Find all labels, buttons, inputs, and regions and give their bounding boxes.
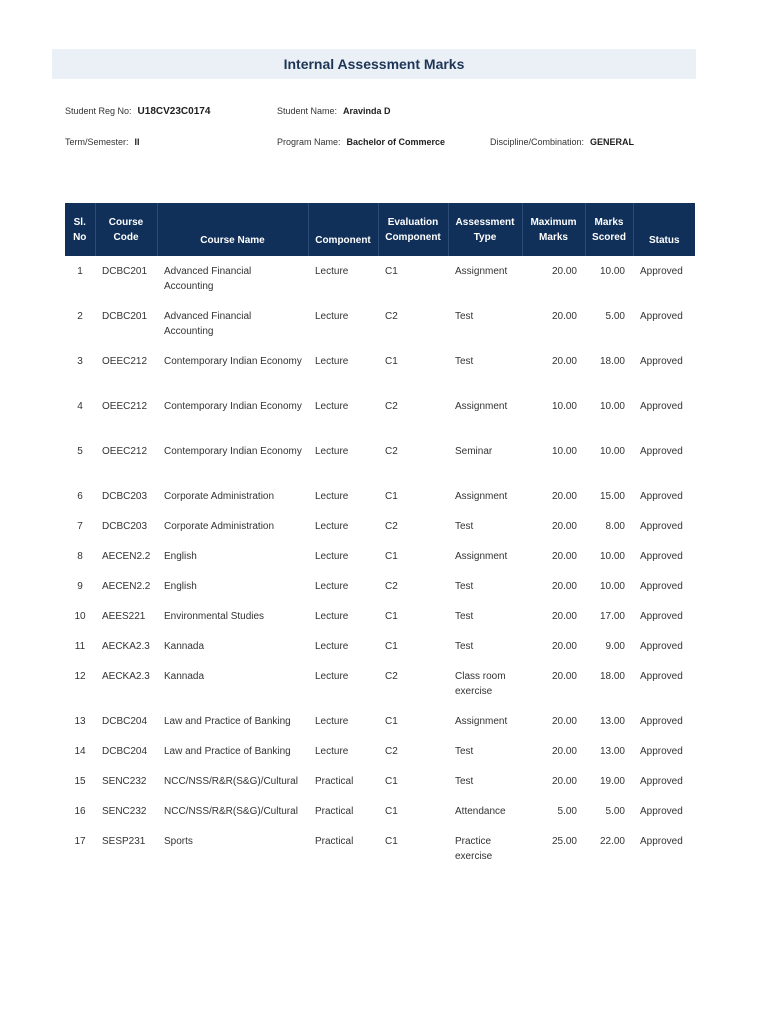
cell-marks-scored: 15.00	[599, 491, 625, 502]
cell-status: Approved	[640, 746, 683, 757]
cell-component: Practical	[315, 776, 354, 787]
cell-marks-scored: 13.00	[599, 746, 625, 757]
cell-course-name: Contemporary Indian Economy	[164, 446, 302, 457]
table-row	[65, 436, 695, 481]
cell-evaluation-component: C1	[385, 806, 398, 817]
table-row	[65, 481, 695, 511]
cell-status: Approved	[640, 836, 683, 847]
cell-course-name: Contemporary Indian Economy	[164, 356, 302, 367]
cell-maximum-marks: 20.00	[551, 746, 577, 757]
table-row	[65, 256, 695, 301]
cell-sl-no: 12	[74, 671, 86, 682]
cell-sl-no: 3	[77, 356, 83, 367]
cell-component: Lecture	[315, 581, 349, 592]
cell-evaluation-component: C1	[385, 776, 398, 787]
cell-marks-scored: 19.00	[599, 776, 625, 787]
cell-assessment-type: Assignment	[455, 401, 508, 412]
cell-marks-scored: 18.00	[599, 356, 625, 367]
cell-sl-no: 5	[77, 446, 83, 457]
cell-marks-scored: 10.00	[599, 581, 625, 592]
cell-component: Lecture	[315, 746, 349, 757]
table-row	[65, 301, 695, 346]
cell-sl-no: 10	[74, 611, 86, 622]
cell-course-name: Kannada	[164, 671, 205, 682]
program-label: Program Name:	[277, 137, 341, 147]
discipline-field	[490, 137, 634, 147]
cell-sl-no: 6	[77, 491, 83, 502]
cell-component: Lecture	[315, 311, 349, 322]
table-row	[65, 631, 695, 661]
cell-maximum-marks: 20.00	[551, 671, 577, 682]
cell-maximum-marks: 20.00	[551, 641, 577, 652]
page-title: Internal Assessment Marks	[283, 56, 465, 72]
cell-evaluation-component: C1	[385, 611, 398, 622]
cell-assessment-type: Seminar	[455, 446, 493, 457]
cell-course-name: Corporate Administration	[164, 491, 275, 502]
cell-marks-scored: 5.00	[605, 806, 625, 817]
cell-sl-no: 4	[77, 401, 83, 412]
cell-component: Practical	[315, 836, 354, 847]
cell-evaluation-component: C1	[385, 491, 398, 502]
cell-sl-no: 13	[74, 716, 86, 727]
cell-evaluation-component: C1	[385, 641, 398, 652]
cell-course-code: AECEN2.2	[102, 551, 151, 562]
cell-course-name: Contemporary Indian Economy	[164, 401, 302, 412]
cell-sl-no: 1	[77, 266, 83, 277]
program-value: Bachelor of Commerce	[346, 137, 446, 147]
cell-sl-no: 14	[74, 746, 86, 757]
table-row	[65, 736, 695, 766]
table-row	[65, 661, 695, 706]
cell-marks-scored: 10.00	[599, 401, 625, 412]
header-assessment-type: Assessment Type	[448, 203, 522, 256]
table-row	[65, 766, 695, 796]
cell-sl-no: 8	[77, 551, 83, 562]
cell-evaluation-component: C1	[385, 356, 398, 367]
cell-evaluation-component: C2	[385, 746, 398, 757]
cell-status: Approved	[640, 716, 683, 727]
cell-assessment-type: Assignment	[455, 716, 508, 727]
cell-course-code: DCBC201	[102, 266, 148, 277]
cell-course-code: DCBC204	[102, 746, 148, 757]
reg-no-label: Student Reg No:	[65, 106, 132, 116]
cell-sl-no: 11	[74, 641, 86, 652]
cell-assessment-type: Practice exercise	[455, 836, 493, 862]
cell-evaluation-component: C1	[385, 716, 398, 727]
cell-component: Lecture	[315, 446, 349, 457]
table-row	[65, 541, 695, 571]
cell-status: Approved	[640, 671, 683, 682]
cell-maximum-marks: 25.00	[551, 836, 577, 847]
cell-status: Approved	[640, 446, 683, 457]
cell-status: Approved	[640, 641, 683, 652]
cell-assessment-type: Class room exercise	[455, 671, 506, 697]
cell-marks-scored: 17.00	[599, 611, 625, 622]
cell-component: Practical	[315, 806, 354, 817]
marks-table	[65, 203, 695, 871]
cell-evaluation-component: C1	[385, 551, 398, 562]
cell-course-name: Advanced Financial Accounting	[164, 266, 252, 292]
cell-maximum-marks: 20.00	[551, 521, 577, 532]
cell-assessment-type: Test	[455, 311, 474, 322]
cell-marks-scored: 10.00	[599, 266, 625, 277]
cell-course-name: Kannada	[164, 641, 205, 652]
cell-assessment-type: Assignment	[455, 491, 508, 502]
reg-no-value: U18CV23C0174	[137, 106, 211, 117]
table-row	[65, 511, 695, 541]
cell-marks-scored: 8.00	[605, 521, 625, 532]
header-course-name: Course Name	[157, 203, 308, 256]
title-bar	[52, 49, 696, 79]
cell-component: Lecture	[315, 266, 349, 277]
header-course-code: Course Code	[95, 203, 157, 256]
cell-maximum-marks: 10.00	[551, 401, 577, 412]
cell-course-code: OEEC212	[102, 446, 148, 457]
cell-status: Approved	[640, 311, 683, 322]
cell-course-name: Law and Practice of Banking	[164, 746, 291, 757]
header-evaluation-component: Evaluation Component	[378, 203, 448, 256]
discipline-label: Discipline/Combination:	[490, 137, 585, 147]
cell-status: Approved	[640, 521, 683, 532]
cell-status: Approved	[640, 401, 683, 412]
cell-course-code: DCBC203	[102, 491, 148, 502]
table-row	[65, 706, 695, 736]
cell-sl-no: 17	[74, 836, 86, 847]
cell-evaluation-component: C2	[385, 521, 398, 532]
cell-course-name: NCC/NSS/R&R(S&G)/Cultural	[164, 806, 298, 817]
cell-sl-no: 7	[77, 521, 83, 532]
table-row	[65, 571, 695, 601]
cell-status: Approved	[640, 266, 683, 277]
cell-component: Lecture	[315, 356, 349, 367]
header-status: Status	[633, 203, 695, 256]
cell-marks-scored: 18.00	[599, 671, 625, 682]
cell-assessment-type: Test	[455, 776, 474, 787]
cell-maximum-marks: 20.00	[551, 491, 577, 502]
cell-component: Lecture	[315, 491, 349, 502]
cell-course-name: English	[164, 551, 197, 562]
reg-no-field	[65, 106, 210, 117]
cell-marks-scored: 5.00	[605, 311, 625, 322]
cell-course-code: OEEC212	[102, 356, 148, 367]
header-marks-scored: Marks Scored	[585, 203, 633, 256]
cell-evaluation-component: C1	[385, 266, 398, 277]
cell-assessment-type: Test	[455, 641, 474, 652]
cell-course-code: AEES221	[102, 611, 146, 622]
cell-status: Approved	[640, 551, 683, 562]
cell-marks-scored: 13.00	[599, 716, 625, 727]
cell-maximum-marks: 20.00	[551, 551, 577, 562]
table-row	[65, 346, 695, 391]
cell-sl-no: 9	[77, 581, 83, 592]
cell-assessment-type: Test	[455, 611, 474, 622]
table-row	[65, 826, 695, 871]
table-header	[65, 203, 695, 256]
cell-course-code: AECKA2.3	[102, 641, 150, 652]
cell-course-code: DCBC204	[102, 716, 148, 727]
cell-maximum-marks: 20.00	[551, 776, 577, 787]
student-name-label: Student Name:	[277, 106, 338, 116]
cell-sl-no: 16	[74, 806, 86, 817]
cell-maximum-marks: 20.00	[551, 716, 577, 727]
cell-course-name: English	[164, 581, 197, 592]
cell-component: Lecture	[315, 611, 349, 622]
cell-sl-no: 15	[74, 776, 86, 787]
cell-course-code: SENC232	[102, 806, 147, 817]
cell-course-name: Advanced Financial Accounting	[164, 311, 252, 337]
cell-course-code: DCBC201	[102, 311, 148, 322]
table-row	[65, 391, 695, 436]
cell-maximum-marks: 10.00	[551, 446, 577, 457]
cell-course-code: AECEN2.2	[102, 581, 151, 592]
cell-evaluation-component: C2	[385, 671, 398, 682]
cell-course-code: SENC232	[102, 776, 147, 787]
cell-maximum-marks: 20.00	[551, 311, 577, 322]
cell-course-name: Law and Practice of Banking	[164, 716, 291, 727]
cell-course-name: Sports	[164, 836, 193, 847]
header-component: Component	[308, 203, 378, 256]
cell-assessment-type: Test	[455, 356, 474, 367]
cell-component: Lecture	[315, 521, 349, 532]
header-sl-no: Sl. No	[65, 203, 95, 256]
cell-component: Lecture	[315, 716, 349, 727]
cell-course-code: AECKA2.3	[102, 671, 150, 682]
term-label: Term/Semester:	[65, 137, 129, 147]
cell-status: Approved	[640, 611, 683, 622]
cell-component: Lecture	[315, 401, 349, 412]
cell-evaluation-component: C2	[385, 311, 398, 322]
header-maximum-marks: Maximum Marks	[522, 203, 585, 256]
cell-course-code: DCBC203	[102, 521, 148, 532]
table-body	[65, 256, 695, 871]
cell-marks-scored: 10.00	[599, 446, 625, 457]
cell-component: Lecture	[315, 641, 349, 652]
cell-evaluation-component: C2	[385, 446, 398, 457]
cell-evaluation-component: C1	[385, 836, 398, 847]
cell-maximum-marks: 20.00	[551, 611, 577, 622]
cell-status: Approved	[640, 491, 683, 502]
cell-course-code: OEEC212	[102, 401, 148, 412]
discipline-value: GENERAL	[590, 137, 635, 147]
cell-assessment-type: Assignment	[455, 266, 508, 277]
cell-assessment-type: Test	[455, 746, 474, 757]
cell-assessment-type: Attendance	[455, 806, 506, 817]
cell-course-name: Environmental Studies	[164, 611, 265, 622]
cell-course-code: SESP231	[102, 836, 146, 847]
program-field	[277, 137, 445, 147]
term-field	[65, 137, 140, 147]
cell-assessment-type: Assignment	[455, 551, 508, 562]
cell-course-name: Corporate Administration	[164, 521, 275, 532]
cell-status: Approved	[640, 776, 683, 787]
table-row	[65, 601, 695, 631]
cell-maximum-marks: 20.00	[551, 266, 577, 277]
cell-marks-scored: 22.00	[599, 836, 625, 847]
cell-course-name: NCC/NSS/R&R(S&G)/Cultural	[164, 776, 298, 787]
table-row	[65, 796, 695, 826]
cell-status: Approved	[640, 356, 683, 367]
cell-evaluation-component: C2	[385, 581, 398, 592]
cell-marks-scored: 10.00	[599, 551, 625, 562]
cell-maximum-marks: 20.00	[551, 356, 577, 367]
cell-component: Lecture	[315, 671, 349, 682]
term-value: II	[134, 137, 140, 147]
cell-status: Approved	[640, 806, 683, 817]
cell-assessment-type: Test	[455, 581, 474, 592]
cell-marks-scored: 9.00	[605, 641, 625, 652]
cell-status: Approved	[640, 581, 683, 592]
cell-maximum-marks: 5.00	[557, 806, 577, 817]
cell-assessment-type: Test	[455, 521, 474, 532]
cell-sl-no: 2	[77, 311, 83, 322]
student-name-value: Aravinda D	[343, 106, 391, 116]
cell-evaluation-component: C2	[385, 401, 398, 412]
cell-maximum-marks: 20.00	[551, 581, 577, 592]
cell-component: Lecture	[315, 551, 349, 562]
student-name-field	[277, 106, 391, 116]
